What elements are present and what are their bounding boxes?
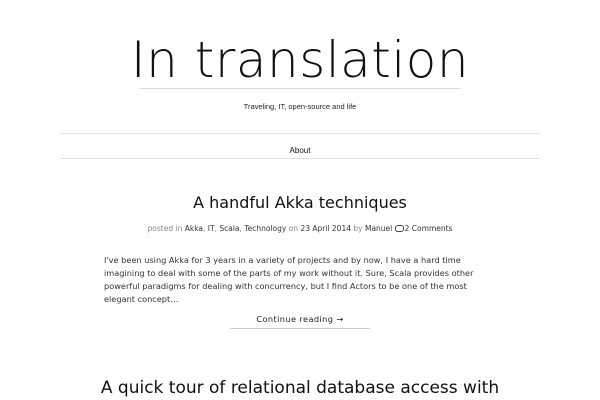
on-label: on [288, 224, 299, 233]
post-excerpt-text: I've been using Akka for 3 years in a variety of projects and by now, I have a hard time imagining to deal with some of the parts of my work without it. Sure, Scala provides other powerful paradigms for dealing with concurrency, but I find Actors to be one of the most elegant concept… [104, 255, 474, 304]
site-tagline: Traveling, IT, open-source and life [243, 102, 357, 111]
category-link-it[interactable]: IT [207, 224, 215, 233]
category-link-akka[interactable]: Akka [184, 224, 203, 233]
category-link-technology[interactable]: Technology [244, 224, 287, 233]
posted-in-label: posted in [147, 224, 183, 233]
comments-link[interactable]: 2 Comments [404, 224, 453, 233]
comment-icon [395, 225, 404, 232]
post-title-link[interactable]: A handful Akka techniques [193, 193, 407, 212]
category-separator: , [203, 224, 208, 233]
post-title-link[interactable]: A quick tour of relational database access with [100, 378, 500, 398]
category-separator: , [239, 224, 245, 233]
title-divider [140, 88, 460, 89]
category-separator: , [214, 224, 220, 233]
nav-divider-top [60, 133, 540, 134]
site-title-link[interactable]: In translation [130, 31, 470, 89]
author-link[interactable]: Manuel [364, 224, 393, 233]
nav-item-about[interactable]: About [289, 146, 311, 155]
main-navigation [0, 140, 600, 158]
nav-divider-bottom [60, 158, 540, 159]
post-date-link[interactable]: 23 April 2014 [300, 224, 351, 233]
post-meta [0, 224, 600, 233]
category-link-scala[interactable]: Scala [219, 224, 240, 233]
by-label: by [353, 224, 363, 233]
post-excerpt [104, 254, 499, 306]
continue-reading-link[interactable]: Continue reading → [230, 314, 370, 329]
